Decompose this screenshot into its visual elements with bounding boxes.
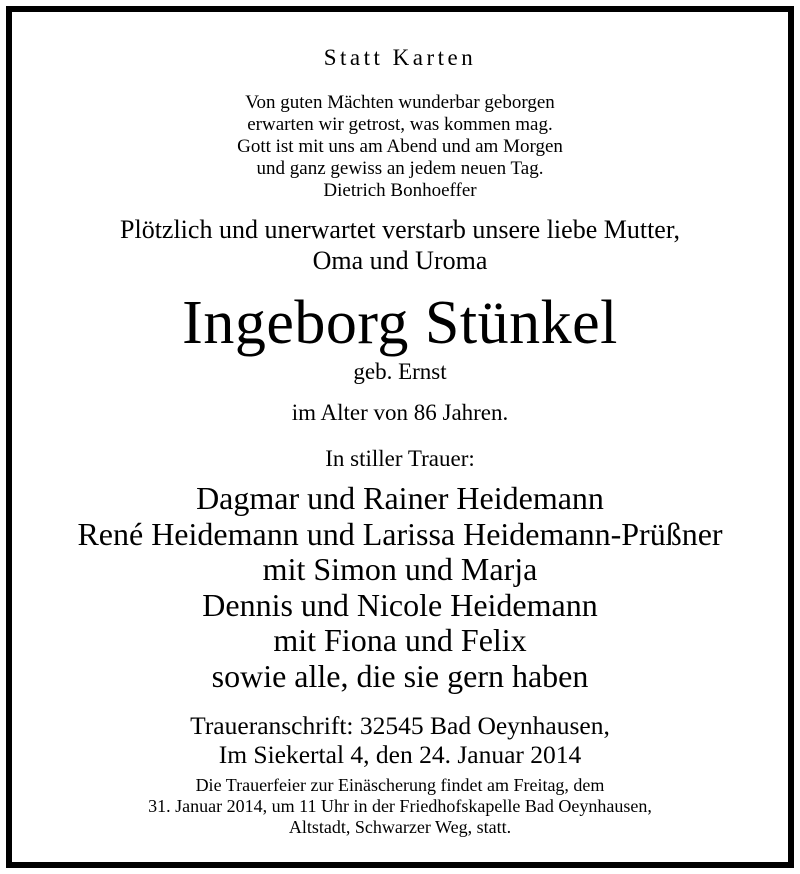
family-line: mit Simon und Marja	[262, 551, 538, 587]
verse-line: und ganz gewiss an jedem neuen Tag.	[256, 158, 544, 179]
intro-line: Oma und Uroma	[312, 246, 488, 275]
birth-name: geb. Ernst	[353, 359, 447, 384]
family-line: Dagmar und Rainer Heidemann	[196, 480, 604, 516]
verse-line: Von guten Mächten wunderbar geborgen	[245, 92, 555, 113]
address-line: Traueranschrift: 32545 Bad Oeynhausen,	[190, 711, 610, 740]
address-line: Im Siekertal 4, den 24. Januar 2014	[218, 740, 582, 769]
age-text: im Alter von 86 Jahren.	[291, 400, 509, 425]
obituary-notice	[6, 6, 794, 868]
verse-line: Gott ist mit uns am Abend und am Morgen	[237, 136, 563, 157]
family-line: mit Fiona und Felix	[273, 622, 527, 658]
verse-author: Dietrich Bonhoeffer	[323, 180, 477, 201]
mourning-heading: In stiller Trauer:	[325, 446, 475, 471]
deceased-name: Ingeborg Stünkel	[182, 289, 618, 357]
ceremony-line: Die Trauerfeier zur Einäscherung findet am Freitag, dem	[195, 775, 605, 795]
header-statt-karten: Statt Karten	[323, 45, 477, 70]
ceremony-line: Altstadt, Schwarzer Weg, statt.	[288, 817, 512, 837]
verse-line: erwarten wir getrost, was kommen mag.	[247, 114, 553, 135]
family-line: René Heidemann und Larissa Heidemann-Prüßner	[77, 516, 723, 552]
family-line: sowie alle, die sie gern haben	[211, 658, 589, 694]
intro-line: Plötzlich und unerwartet verstarb unsere liebe Mutter,	[120, 215, 680, 244]
family-line: Dennis und Nicole Heidemann	[202, 587, 598, 623]
ceremony-line: 31. Januar 2014, um 11 Uhr in der Friedhofskapelle Bad Oeynhausen,	[148, 796, 652, 816]
